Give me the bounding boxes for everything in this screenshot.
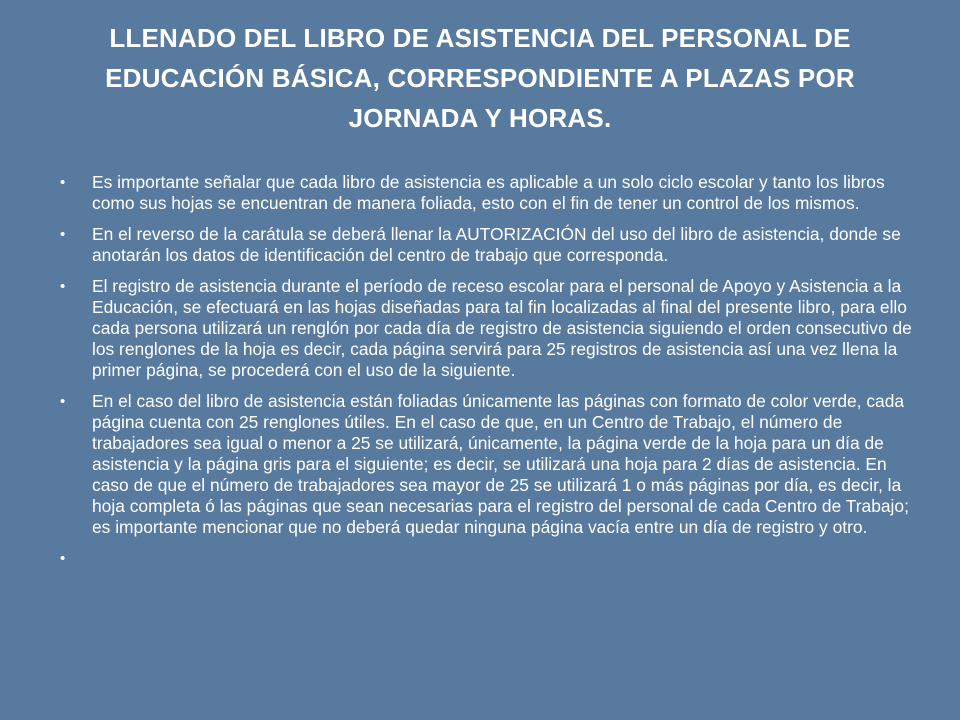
bullet-dot-icon: • xyxy=(60,278,66,295)
bullet-text: En el reverso de la carátula se deberá llenar la AUTORIZACIÓN del uso del libro de asistencia, donde se anotarán los datos de identificación del centro de trabajo que corresponda. xyxy=(92,224,901,265)
bullet-item-1 xyxy=(60,172,914,214)
slide-title: LLENADO DEL LIBRO DE ASISTENCIA DEL PERSONAL DE EDUCACIÓN BÁSICA, CORRESPONDIENTE A PLAZAS POR JORNADA Y HORAS. xyxy=(105,23,855,133)
bullet-item-empty xyxy=(60,548,914,569)
bullet-list xyxy=(60,172,914,579)
bullet-item-4 xyxy=(60,391,914,538)
bullet-text: Es importante señalar que cada libro de asistencia es aplicable a un solo ciclo escolar y tanto los libros como sus hojas se encuentran de manera foliada, esto con el fin de tener un control de los mismos. xyxy=(92,172,885,213)
bullet-dot-icon: • xyxy=(60,550,66,567)
bullet-text: En el caso del libro de asistencia están foliadas únicamente las páginas con formato de color verde, cada página cuenta con 25 renglones útiles. En el caso de que, en un Centro de Trabajo, el número de trabajadores sea igual o menor a 25 se utilizará, únicamente, la página verde de la hoja para un día de asistencia y la página gris para el siguiente; es decir, se utilizará una hoja para 2 días de asistencia. En caso de que el número de trabajadores sea mayor de 25 se utilizará 1 o más páginas por día, es decir, la hoja completa ó las páginas que sean necesarias para el registro del personal de cada Centro de Trabajo; es importante mencionar que no deberá quedar ninguna página vacía entre un día de registro y otro. xyxy=(92,391,909,537)
bullet-text: El registro de asistencia durante el período de receso escolar para el personal de Apoyo y Asistencia a la Educación, se efectuará en las hojas diseñadas para tal fin localizadas al final del presente libro, para ello cada persona utilizará un renglón por cada día de registro de asistencia siguiendo el orden consecutivo de los renglones de la hoja es decir, cada página servirá para 25 registros de asistencia así una vez llena la primer página, se procederá con el uso de la siguiente. xyxy=(92,276,912,380)
bullet-item-2 xyxy=(60,224,914,266)
bullet-item-3 xyxy=(60,276,914,381)
bullet-dot-icon: • xyxy=(60,393,66,410)
bullet-dot-icon: • xyxy=(60,226,66,243)
bullet-dot-icon: • xyxy=(60,174,66,191)
